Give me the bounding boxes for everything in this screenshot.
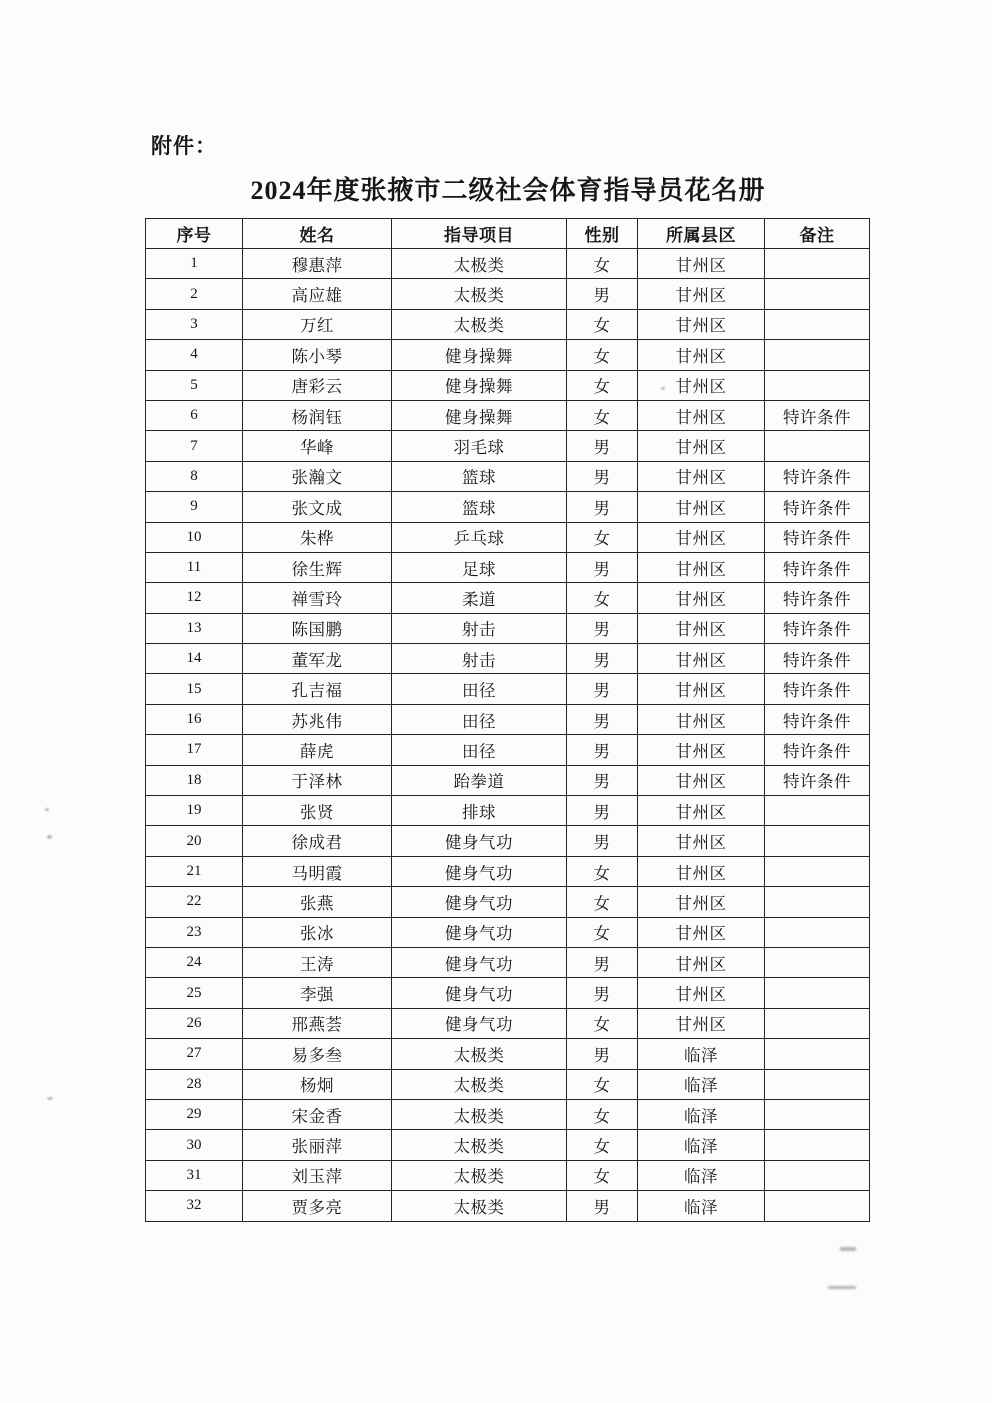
scan-artifact bbox=[828, 1286, 856, 1289]
cell-remark: 特许条件 bbox=[765, 735, 870, 765]
cell-name: 贾多亮 bbox=[243, 1191, 392, 1221]
cell-district: 甘州区 bbox=[638, 309, 765, 339]
cell-name: 万红 bbox=[243, 309, 392, 339]
cell-remark bbox=[765, 856, 870, 886]
cell-no: 15 bbox=[146, 674, 243, 704]
cell-district: 甘州区 bbox=[638, 765, 765, 795]
cell-district: 甘州区 bbox=[638, 400, 765, 430]
cell-name: 薛虎 bbox=[243, 735, 392, 765]
cell-no: 21 bbox=[146, 856, 243, 886]
cell-gender: 男 bbox=[567, 704, 638, 734]
cell-sport: 健身操舞 bbox=[392, 370, 567, 400]
cell-sport: 田径 bbox=[392, 704, 567, 734]
cell-sport: 健身气功 bbox=[392, 826, 567, 856]
cell-remark bbox=[765, 1099, 870, 1129]
cell-no: 14 bbox=[146, 644, 243, 674]
cell-no: 22 bbox=[146, 887, 243, 917]
cell-remark bbox=[765, 978, 870, 1008]
cell-district: 甘州区 bbox=[638, 370, 765, 400]
cell-remark bbox=[765, 249, 870, 279]
cell-gender: 女 bbox=[567, 1099, 638, 1129]
cell-name: 唐彩云 bbox=[243, 370, 392, 400]
cell-no: 12 bbox=[146, 583, 243, 613]
table-header-row bbox=[146, 219, 870, 249]
table-row bbox=[146, 370, 870, 400]
cell-sport: 健身气功 bbox=[392, 887, 567, 917]
cell-name: 穆惠萍 bbox=[243, 249, 392, 279]
scan-artifact bbox=[45, 808, 49, 811]
column-header-name: 姓名 bbox=[243, 219, 392, 249]
cell-sport: 篮球 bbox=[392, 461, 567, 491]
cell-district: 甘州区 bbox=[638, 431, 765, 461]
cell-sport: 太极类 bbox=[392, 1191, 567, 1221]
table-row bbox=[146, 978, 870, 1008]
cell-gender: 女 bbox=[567, 370, 638, 400]
cell-remark bbox=[765, 309, 870, 339]
cell-sport: 健身气功 bbox=[392, 856, 567, 886]
cell-district: 甘州区 bbox=[638, 856, 765, 886]
cell-remark bbox=[765, 1008, 870, 1038]
table-row bbox=[146, 887, 870, 917]
cell-gender: 男 bbox=[567, 552, 638, 582]
table-row bbox=[146, 674, 870, 704]
cell-gender: 女 bbox=[567, 522, 638, 552]
cell-no: 8 bbox=[146, 461, 243, 491]
cell-name: 徐生辉 bbox=[243, 552, 392, 582]
cell-remark bbox=[765, 947, 870, 977]
cell-district: 甘州区 bbox=[638, 279, 765, 309]
scan-artifact bbox=[47, 1097, 53, 1100]
cell-name: 宋金香 bbox=[243, 1099, 392, 1129]
cell-name: 苏兆伟 bbox=[243, 704, 392, 734]
cell-name: 禅雪玲 bbox=[243, 583, 392, 613]
cell-no: 3 bbox=[146, 309, 243, 339]
table-row bbox=[146, 917, 870, 947]
cell-no: 2 bbox=[146, 279, 243, 309]
cell-name: 孔吉福 bbox=[243, 674, 392, 704]
table-row bbox=[146, 1130, 870, 1160]
cell-remark bbox=[765, 917, 870, 947]
scan-artifact bbox=[661, 387, 665, 390]
cell-remark: 特许条件 bbox=[765, 583, 870, 613]
cell-gender: 男 bbox=[567, 1039, 638, 1069]
table-row bbox=[146, 704, 870, 734]
table-row bbox=[146, 1039, 870, 1069]
table-row bbox=[146, 765, 870, 795]
cell-gender: 男 bbox=[567, 735, 638, 765]
cell-no: 32 bbox=[146, 1191, 243, 1221]
cell-name: 李强 bbox=[243, 978, 392, 1008]
cell-no: 28 bbox=[146, 1069, 243, 1099]
cell-gender: 男 bbox=[567, 674, 638, 704]
cell-remark: 特许条件 bbox=[765, 704, 870, 734]
table-row bbox=[146, 552, 870, 582]
cell-sport: 太极类 bbox=[392, 249, 567, 279]
cell-district: 甘州区 bbox=[638, 947, 765, 977]
table-row bbox=[146, 796, 870, 826]
cell-sport: 健身气功 bbox=[392, 917, 567, 947]
cell-district: 甘州区 bbox=[638, 461, 765, 491]
cell-name: 张丽萍 bbox=[243, 1130, 392, 1160]
cell-remark: 特许条件 bbox=[765, 613, 870, 643]
cell-district: 临泽 bbox=[638, 1069, 765, 1099]
cell-remark bbox=[765, 431, 870, 461]
cell-district: 临泽 bbox=[638, 1099, 765, 1129]
cell-gender: 女 bbox=[567, 309, 638, 339]
cell-gender: 男 bbox=[567, 461, 638, 491]
cell-gender: 男 bbox=[567, 279, 638, 309]
cell-gender: 男 bbox=[567, 613, 638, 643]
cell-no: 31 bbox=[146, 1160, 243, 1190]
cell-sport: 柔道 bbox=[392, 583, 567, 613]
cell-no: 16 bbox=[146, 704, 243, 734]
column-header-remark: 备注 bbox=[765, 219, 870, 249]
cell-sport: 田径 bbox=[392, 735, 567, 765]
cell-district: 甘州区 bbox=[638, 249, 765, 279]
cell-remark bbox=[765, 1191, 870, 1221]
cell-district: 临泽 bbox=[638, 1160, 765, 1190]
cell-district: 临泽 bbox=[638, 1191, 765, 1221]
cell-sport: 跆拳道 bbox=[392, 765, 567, 795]
table-row bbox=[146, 583, 870, 613]
table-row bbox=[146, 1191, 870, 1221]
cell-name: 杨润钰 bbox=[243, 400, 392, 430]
cell-name: 朱桦 bbox=[243, 522, 392, 552]
cell-sport: 健身操舞 bbox=[392, 340, 567, 370]
cell-no: 23 bbox=[146, 917, 243, 947]
cell-no: 18 bbox=[146, 765, 243, 795]
cell-gender: 女 bbox=[567, 400, 638, 430]
cell-remark bbox=[765, 1130, 870, 1160]
cell-remark bbox=[765, 1039, 870, 1069]
table-row bbox=[146, 461, 870, 491]
table-row bbox=[146, 279, 870, 309]
cell-district: 甘州区 bbox=[638, 887, 765, 917]
cell-sport: 太极类 bbox=[392, 309, 567, 339]
cell-sport: 射击 bbox=[392, 644, 567, 674]
cell-remark: 特许条件 bbox=[765, 765, 870, 795]
cell-gender: 女 bbox=[567, 856, 638, 886]
cell-no: 5 bbox=[146, 370, 243, 400]
cell-no: 7 bbox=[146, 431, 243, 461]
table-row bbox=[146, 1160, 870, 1190]
cell-district: 甘州区 bbox=[638, 704, 765, 734]
cell-remark: 特许条件 bbox=[765, 552, 870, 582]
cell-gender: 男 bbox=[567, 978, 638, 1008]
cell-district: 甘州区 bbox=[638, 917, 765, 947]
cell-district: 临泽 bbox=[638, 1039, 765, 1069]
scan-artifact bbox=[840, 1247, 856, 1251]
cell-gender: 女 bbox=[567, 917, 638, 947]
table-row bbox=[146, 735, 870, 765]
cell-name: 张冰 bbox=[243, 917, 392, 947]
attachment-label: 附件： bbox=[151, 134, 217, 158]
cell-district: 甘州区 bbox=[638, 644, 765, 674]
cell-gender: 男 bbox=[567, 947, 638, 977]
column-header-no: 序号 bbox=[146, 219, 243, 249]
cell-sport: 田径 bbox=[392, 674, 567, 704]
cell-remark bbox=[765, 1160, 870, 1190]
cell-remark bbox=[765, 279, 870, 309]
cell-district: 甘州区 bbox=[638, 796, 765, 826]
cell-no: 4 bbox=[146, 340, 243, 370]
cell-district: 甘州区 bbox=[638, 674, 765, 704]
cell-remark: 特许条件 bbox=[765, 461, 870, 491]
cell-no: 10 bbox=[146, 522, 243, 552]
cell-sport: 健身气功 bbox=[392, 1008, 567, 1038]
cell-no: 13 bbox=[146, 613, 243, 643]
cell-no: 17 bbox=[146, 735, 243, 765]
cell-name: 张燕 bbox=[243, 887, 392, 917]
cell-remark: 特许条件 bbox=[765, 492, 870, 522]
cell-no: 11 bbox=[146, 552, 243, 582]
table-row bbox=[146, 400, 870, 430]
cell-sport: 太极类 bbox=[392, 1039, 567, 1069]
table-row bbox=[146, 522, 870, 552]
cell-remark bbox=[765, 796, 870, 826]
cell-gender: 男 bbox=[567, 492, 638, 522]
cell-name: 易多叁 bbox=[243, 1039, 392, 1069]
table-row bbox=[146, 309, 870, 339]
cell-remark: 特许条件 bbox=[765, 644, 870, 674]
cell-name: 马明霞 bbox=[243, 856, 392, 886]
cell-sport: 太极类 bbox=[392, 279, 567, 309]
column-header-district: 所属县区 bbox=[638, 219, 765, 249]
cell-remark bbox=[765, 826, 870, 856]
cell-remark: 特许条件 bbox=[765, 522, 870, 552]
cell-no: 6 bbox=[146, 400, 243, 430]
cell-district: 甘州区 bbox=[638, 340, 765, 370]
table-row bbox=[146, 1069, 870, 1099]
cell-sport: 足球 bbox=[392, 552, 567, 582]
cell-remark bbox=[765, 340, 870, 370]
table-row bbox=[146, 856, 870, 886]
cell-gender: 女 bbox=[567, 249, 638, 279]
table-row bbox=[146, 431, 870, 461]
cell-district: 甘州区 bbox=[638, 735, 765, 765]
cell-remark bbox=[765, 370, 870, 400]
cell-no: 27 bbox=[146, 1039, 243, 1069]
cell-name: 张贤 bbox=[243, 796, 392, 826]
cell-sport: 太极类 bbox=[392, 1099, 567, 1129]
cell-gender: 女 bbox=[567, 1008, 638, 1038]
cell-district: 临泽 bbox=[638, 1130, 765, 1160]
cell-no: 30 bbox=[146, 1130, 243, 1160]
column-header-gender: 性别 bbox=[567, 219, 638, 249]
cell-district: 甘州区 bbox=[638, 613, 765, 643]
table-row bbox=[146, 947, 870, 977]
roster-table bbox=[145, 218, 870, 1222]
cell-name: 张瀚文 bbox=[243, 461, 392, 491]
cell-name: 邢燕荟 bbox=[243, 1008, 392, 1038]
cell-gender: 男 bbox=[567, 431, 638, 461]
cell-gender: 男 bbox=[567, 765, 638, 795]
cell-district: 甘州区 bbox=[638, 978, 765, 1008]
cell-remark bbox=[765, 887, 870, 917]
cell-sport: 太极类 bbox=[392, 1160, 567, 1190]
cell-sport: 乒乓球 bbox=[392, 522, 567, 552]
table-row bbox=[146, 249, 870, 279]
cell-district: 甘州区 bbox=[638, 583, 765, 613]
cell-no: 26 bbox=[146, 1008, 243, 1038]
column-header-sport: 指导项目 bbox=[392, 219, 567, 249]
cell-remark bbox=[765, 1069, 870, 1099]
table-row bbox=[146, 1008, 870, 1038]
cell-district: 甘州区 bbox=[638, 826, 765, 856]
cell-no: 9 bbox=[146, 492, 243, 522]
cell-name: 王涛 bbox=[243, 947, 392, 977]
cell-gender: 女 bbox=[567, 583, 638, 613]
cell-name: 张文成 bbox=[243, 492, 392, 522]
table-row bbox=[146, 492, 870, 522]
cell-sport: 羽毛球 bbox=[392, 431, 567, 461]
cell-no: 24 bbox=[146, 947, 243, 977]
cell-name: 陈小琴 bbox=[243, 340, 392, 370]
cell-name: 杨炯 bbox=[243, 1069, 392, 1099]
cell-name: 刘玉萍 bbox=[243, 1160, 392, 1190]
cell-district: 甘州区 bbox=[638, 552, 765, 582]
cell-gender: 女 bbox=[567, 887, 638, 917]
cell-sport: 太极类 bbox=[392, 1130, 567, 1160]
table-row bbox=[146, 644, 870, 674]
cell-name: 陈国鹏 bbox=[243, 613, 392, 643]
cell-sport: 健身气功 bbox=[392, 947, 567, 977]
table-row bbox=[146, 1099, 870, 1129]
cell-sport: 篮球 bbox=[392, 492, 567, 522]
cell-name: 高应雄 bbox=[243, 279, 392, 309]
table-row bbox=[146, 340, 870, 370]
cell-district: 甘州区 bbox=[638, 522, 765, 552]
cell-gender: 男 bbox=[567, 796, 638, 826]
cell-gender: 女 bbox=[567, 340, 638, 370]
cell-sport: 健身气功 bbox=[392, 978, 567, 1008]
cell-no: 19 bbox=[146, 796, 243, 826]
cell-name: 徐成君 bbox=[243, 826, 392, 856]
cell-no: 1 bbox=[146, 249, 243, 279]
cell-gender: 男 bbox=[567, 1191, 638, 1221]
table-row bbox=[146, 613, 870, 643]
cell-no: 29 bbox=[146, 1099, 243, 1129]
cell-gender: 男 bbox=[567, 826, 638, 856]
cell-gender: 女 bbox=[567, 1130, 638, 1160]
cell-name: 于泽林 bbox=[243, 765, 392, 795]
cell-district: 甘州区 bbox=[638, 492, 765, 522]
cell-sport: 排球 bbox=[392, 796, 567, 826]
cell-name: 董军龙 bbox=[243, 644, 392, 674]
cell-no: 25 bbox=[146, 978, 243, 1008]
cell-gender: 女 bbox=[567, 1069, 638, 1099]
cell-remark: 特许条件 bbox=[765, 400, 870, 430]
cell-no: 20 bbox=[146, 826, 243, 856]
cell-gender: 男 bbox=[567, 644, 638, 674]
scan-artifact bbox=[47, 835, 52, 839]
cell-name: 华峰 bbox=[243, 431, 392, 461]
page-title: 2024年度张掖市二级社会体育指导员花名册 bbox=[250, 176, 766, 205]
cell-remark: 特许条件 bbox=[765, 674, 870, 704]
table-row bbox=[146, 826, 870, 856]
cell-district: 甘州区 bbox=[638, 1008, 765, 1038]
cell-gender: 女 bbox=[567, 1160, 638, 1190]
cell-sport: 射击 bbox=[392, 613, 567, 643]
cell-sport: 太极类 bbox=[392, 1069, 567, 1099]
cell-sport: 健身操舞 bbox=[392, 400, 567, 430]
